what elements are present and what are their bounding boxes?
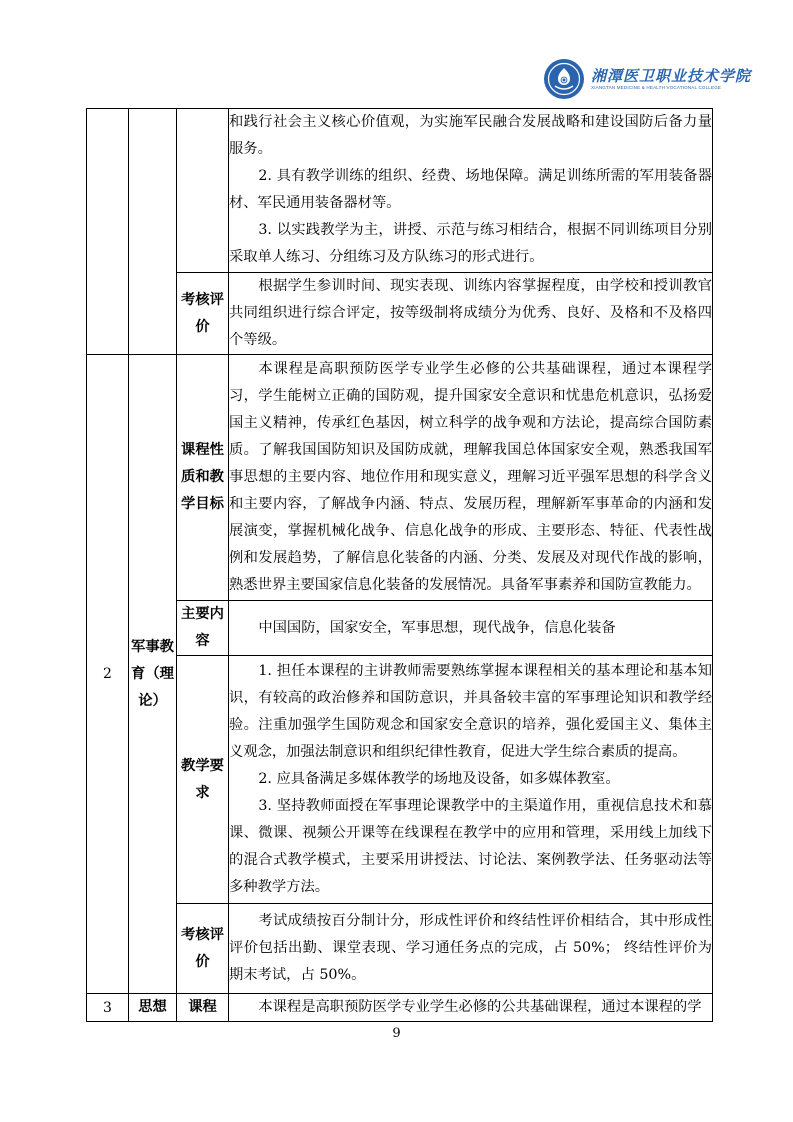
table-row [87, 355, 713, 601]
paragraph: 根据学生参训时间、现实表现、训练内容掌握程度，由学校和授训教官共同组织进行综合评定，按等级制将成绩分为优秀、良好、及格和不及格四个等级。 [229, 278, 712, 348]
paragraph: 本课程是高职预防医学专业学生必修的公共基础课程，通过本课程学习，学生能树立正确的国防观，提升国家安全意识和忧患危机意识，弘扬爱国主义精神，传承红色基因，树立科学的战争观和方法论，提高综合国防素质。了解我国国防知识及国防成就，理解我国总体国家安全观，熟悉我国军事思想的主要内容、地位作用和现实意义，理解习近平强军思想的科学含义和主要内容，了解战争内涵、特点、发展历程，理解新军事革命的内涵和发展演变，掌握机械化战争、信息化战争的形成、主要形态、特征、代表性战例和发展趋势，了解信息化装备的内涵、分类、发展及对现代作战的影响，熟悉世界主要国家信息化装备的发展情况。具备军事素养和国防宣教能力。 [229, 361, 712, 593]
college-name-en: XIANGTAN MEDICINE & HEALTH VOCATIONAL COLLEGE [591, 85, 722, 90]
cell-section2-eval-text [229, 904, 713, 994]
table-row [87, 601, 713, 656]
table-row [87, 273, 713, 355]
paragraph: 考试成绩按百分制计分，形成性评价和终结性评价相结合，其中形成性评价包括出勤、课堂表现、学习通任务点的完成，占 50%； 终结性评价为期末考试，占 50%。 [229, 913, 712, 983]
cell-section3-name: 思想 [129, 994, 177, 1022]
cell-section2-nature-label: 课程性质和教学目标 [177, 355, 229, 601]
cell-section2-content-label: 主要内容 [177, 601, 229, 656]
paragraph: 3. 以实践教学为主，讲授、示范与练习相结合，根据不同训练项目分别采取单人练习、分组练习及方队练习的形式进行。 [229, 222, 712, 265]
table-row [87, 904, 713, 994]
college-name: 湘潭医卫职业技术学院 [591, 67, 752, 85]
paragraph: 2. 应具备满足多媒体教学的场地及设备，如多媒体教室。 [258, 771, 620, 787]
cell-section3-label: 课程 [177, 994, 229, 1022]
table-row [87, 109, 713, 273]
cell-section3-text [229, 994, 713, 1022]
cell-section1-name [129, 109, 177, 355]
table-row [87, 656, 713, 904]
paragraph: 中国国防，国家安全，军事思想，现代战争，信息化装备 [258, 619, 616, 636]
cell-section1-requirements-label [177, 109, 229, 273]
cell-section2-teaching-label: 教学要求 [177, 656, 229, 904]
cell-section3-number: 3 [87, 994, 129, 1022]
cell-section1-requirements-text [229, 109, 713, 273]
paragraph: 3. 坚持教师面授在军事理论课教学中的主渠道作用，重视信息技术和慕课、微课、视频公开课等在线课程在教学中的应用和管理，采用线上加线下的混合式教学模式，主要采用讲授法、讨论法、案例教学法、任务驱动法等多种教学方法。 [229, 798, 712, 895]
cell-section2-content-text [229, 601, 713, 656]
cell-section2-name: 军事教育（理论） [129, 355, 177, 994]
cell-section2-number: 2 [87, 355, 129, 994]
cell-section2-eval-label: 考核评价 [177, 904, 229, 994]
cell-section1-eval-text [229, 273, 713, 355]
footer-page-number: 9 [392, 1026, 401, 1041]
college-name-block [591, 67, 751, 91]
table-row [87, 994, 713, 1022]
cell-section1-eval-label: 考核评价 [177, 273, 229, 355]
college-logo [543, 58, 751, 100]
paragraph: 2. 具有教学训练的组织、经费、场地保障。满足训练所需的军用装备器材、军民通用装备器材等。 [229, 168, 712, 211]
cell-section1-number [87, 109, 129, 355]
cell-section2-nature-text [229, 355, 713, 601]
paragraph: 和践行社会主义核心价值观，为实施军民融合发展战略和建设国防后备力量服务。 [229, 114, 712, 157]
cell-section2-teaching-text [229, 656, 713, 904]
paragraph: 1. 担任本课程的主讲教师需要熟练掌握本课程相关的基本理论和基本知识，有较高的政治修养和国防意识，并具备较丰富的军事理论知识和教学经验。注重加强学生国防观念和国家安全意识的培养，强化爱国主义、集体主义观念，加强法制意识和组织纪律性教育，促进大学生综合素质的提高。 [229, 663, 712, 760]
college-emblem-icon [543, 58, 585, 100]
paragraph: 本课程是高职预防医学专业学生必修的公共基础课程，通过本课程的学 [258, 999, 702, 1015]
course-table [86, 108, 713, 1022]
